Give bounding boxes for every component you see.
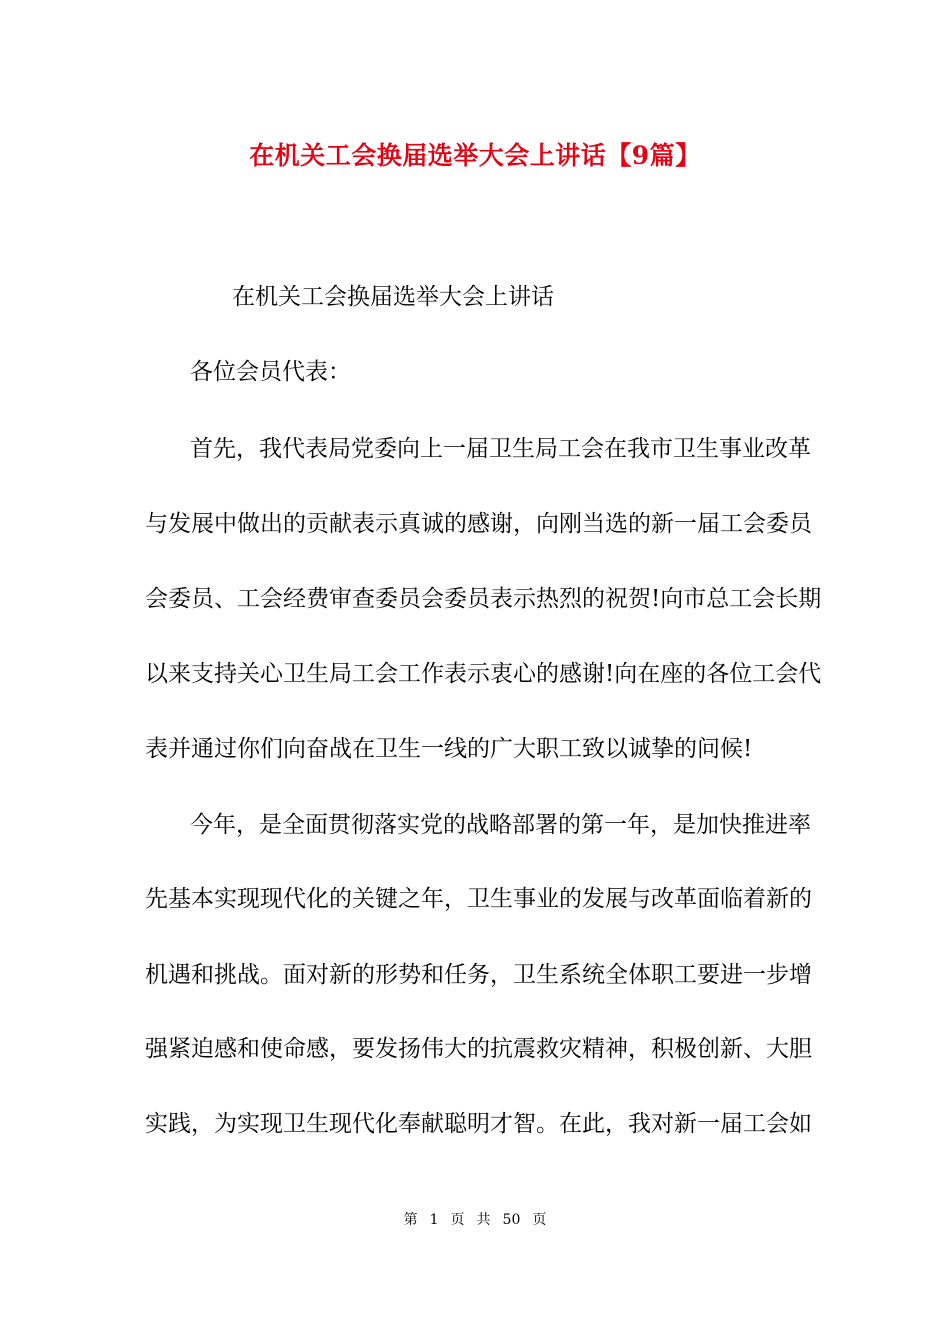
- footer-total-pages: 50: [502, 1212, 521, 1228]
- paragraph2-line-3: 机遇和挑战。面对新的形势和任务，卫生系统全体职工要进一步增: [145, 962, 812, 988]
- footer-label-page: 第: [403, 1212, 418, 1228]
- paragraph1-line-1: 首先，我代表局党委向上一届卫生局工会在我市卫生事业改革: [190, 436, 811, 462]
- paragraph2-line-5: 实践，为实现卫生现代化奉献聪明才智。在此，我对新一届工会如: [145, 1111, 812, 1137]
- footer-label-total: 共: [476, 1212, 491, 1228]
- page-footer: [0, 1209, 950, 1229]
- paragraph1-line-4: 以来支持关心卫生局工会工作表示衷心的感谢!向在座的各位工会代: [145, 661, 822, 687]
- paragraph1-line-2: 与发展中做出的贡献表示真诚的感谢，向刚当选的新一届工会委员: [145, 511, 812, 537]
- paragraph2-line-4: 强紧迫感和使命感，要发扬伟大的抗震救灾精神，积极创新、大胆: [145, 1036, 812, 1062]
- paragraph2-line-1: 今年，是全面贯彻落实党的战略部署的第一年，是加快推进率: [190, 812, 811, 838]
- footer-current-page: 1: [429, 1212, 439, 1228]
- greeting-line: 各位会员代表：: [190, 359, 351, 385]
- footer-label-total-unit: 页: [532, 1212, 547, 1228]
- footer-label-page-unit: 页: [450, 1212, 465, 1228]
- paragraph1-line-5: 表并通过你们向奋战在卫生一线的广大职工致以诚挚的问候!: [145, 736, 753, 762]
- document-title: 在机关工会换届选举大会上讲话【9篇】: [249, 141, 701, 170]
- paragraph2-line-2: 先基本实现现代化的关键之年，卫生事业的发展与改革面临着新的: [145, 886, 812, 912]
- paragraph1-line-3: 会委员、工会经费审查委员会委员表示热烈的祝贺!向市总工会长期: [145, 586, 822, 612]
- speech-subtitle: 在机关工会换届选举大会上讲话: [232, 284, 554, 310]
